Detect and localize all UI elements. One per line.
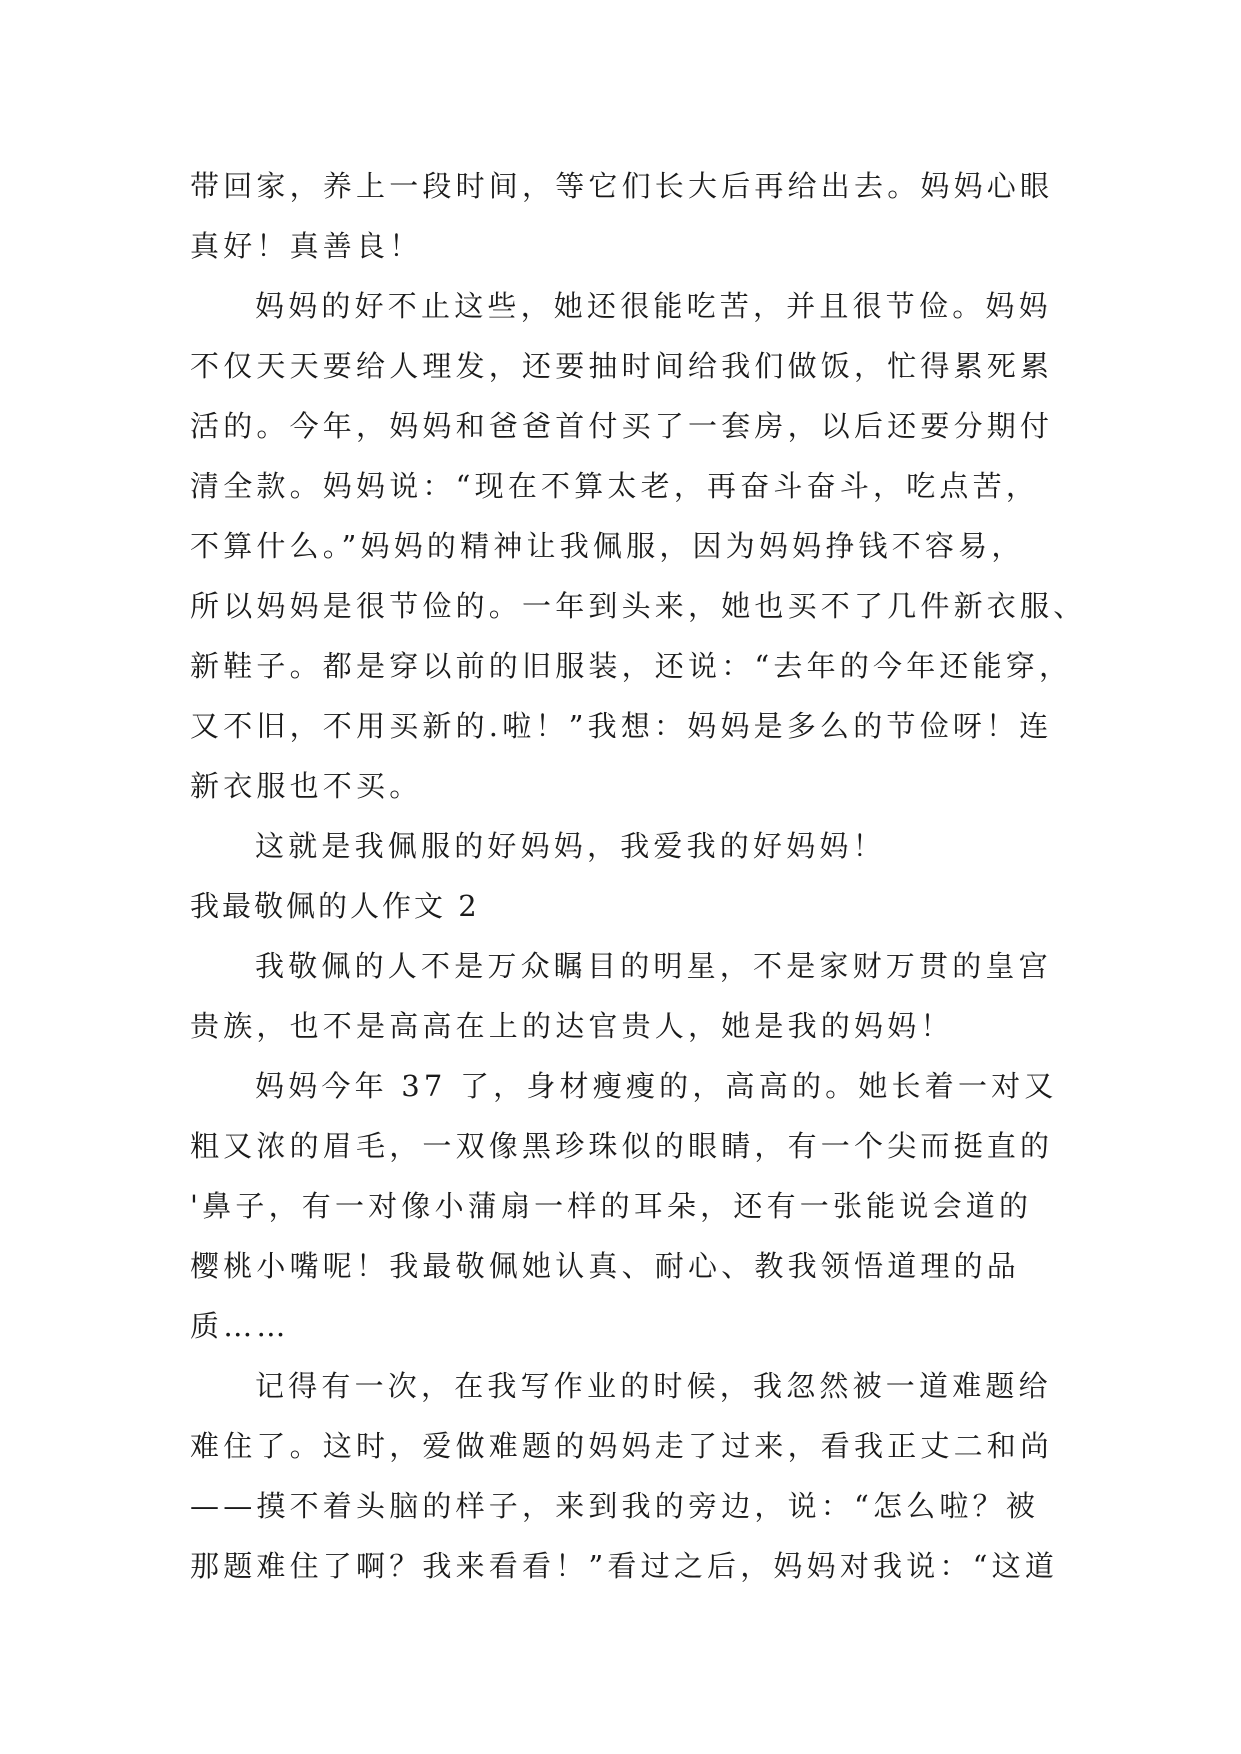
text-line: 活的。今年，妈妈和爸爸首付买了一套房，以后还要分期付 (190, 409, 1054, 443)
text-line: '鼻子，有一对像小蒲扇一样的耳朵，还有一张能说会道的 (190, 1189, 1033, 1223)
paragraph-start-line: 我敬佩的人不是万众瞩目的明星，不是家财万贯的皇宫 (255, 949, 1052, 983)
text-line: 新鞋子。都是穿以前的旧服装，还说：“去年的今年还能穿， (190, 649, 1073, 683)
text-line: 清全款。妈妈说：“现在不算太老，再奋斗奋斗，吃点苦， (190, 469, 1040, 503)
text-line: 新衣服也不买。 (190, 769, 423, 803)
paragraph-start-line: 这就是我佩服的好妈妈，我爱我的好妈妈！ (255, 829, 886, 863)
text-line: 所以妈妈是很节俭的。一年到头来，她也买不了几件新衣服、 (190, 589, 1087, 623)
text-line: 真好！真善良！ (190, 229, 423, 263)
text-line: 樱桃小嘴呢！我最敬佩她认真、耐心、教我领悟道理的品 (190, 1249, 1021, 1283)
text-line: 粗又浓的眉毛，一双像黑珍珠似的眼睛，有一个尖而挺直的 (190, 1129, 1054, 1163)
paragraph-start-line: 妈妈的好不止这些，她还很能吃苦，并且很节俭。妈妈 (255, 289, 1052, 323)
paragraph-start-line: 妈妈今年 37 了，身材瘦瘦的，高高的。她长着一对又 (255, 1069, 1058, 1103)
paragraph-start-line: 记得有一次，在我写作业的时候，我忽然被一道难题给 (255, 1369, 1052, 1403)
text-line: 带回家，养上一段时间，等它们长大后再给出去。妈妈心眼 (190, 169, 1054, 203)
text-line: 不仅天天要给人理发，还要抽时间给我们做饭，忙得累死累 (190, 349, 1054, 383)
section-heading: 我最敬佩的人作文 2 (190, 889, 480, 923)
text-line: ——摸不着头脑的样子，来到我的旁边，说：“怎么啦？被 (190, 1489, 1040, 1523)
text-line: 质…… (190, 1309, 290, 1343)
text-line: 贵族，也不是高高在上的达官贵人，她是我的妈妈！ (190, 1009, 954, 1043)
text-line: 不算什么。”妈妈的精神让我佩服，因为妈妈挣钱不容易， (190, 529, 1025, 563)
text-line: 难住了。这时，爱做难题的妈妈走了过来，看我正丈二和尚 (190, 1429, 1054, 1463)
text-line: 又不旧，不用买新的.啦！”我想：妈妈是多么的节俭呀！连 (190, 709, 1053, 743)
text-line: 那题难住了啊？我来看看！”看过之后，妈妈对我说：“这道 (190, 1549, 1059, 1583)
